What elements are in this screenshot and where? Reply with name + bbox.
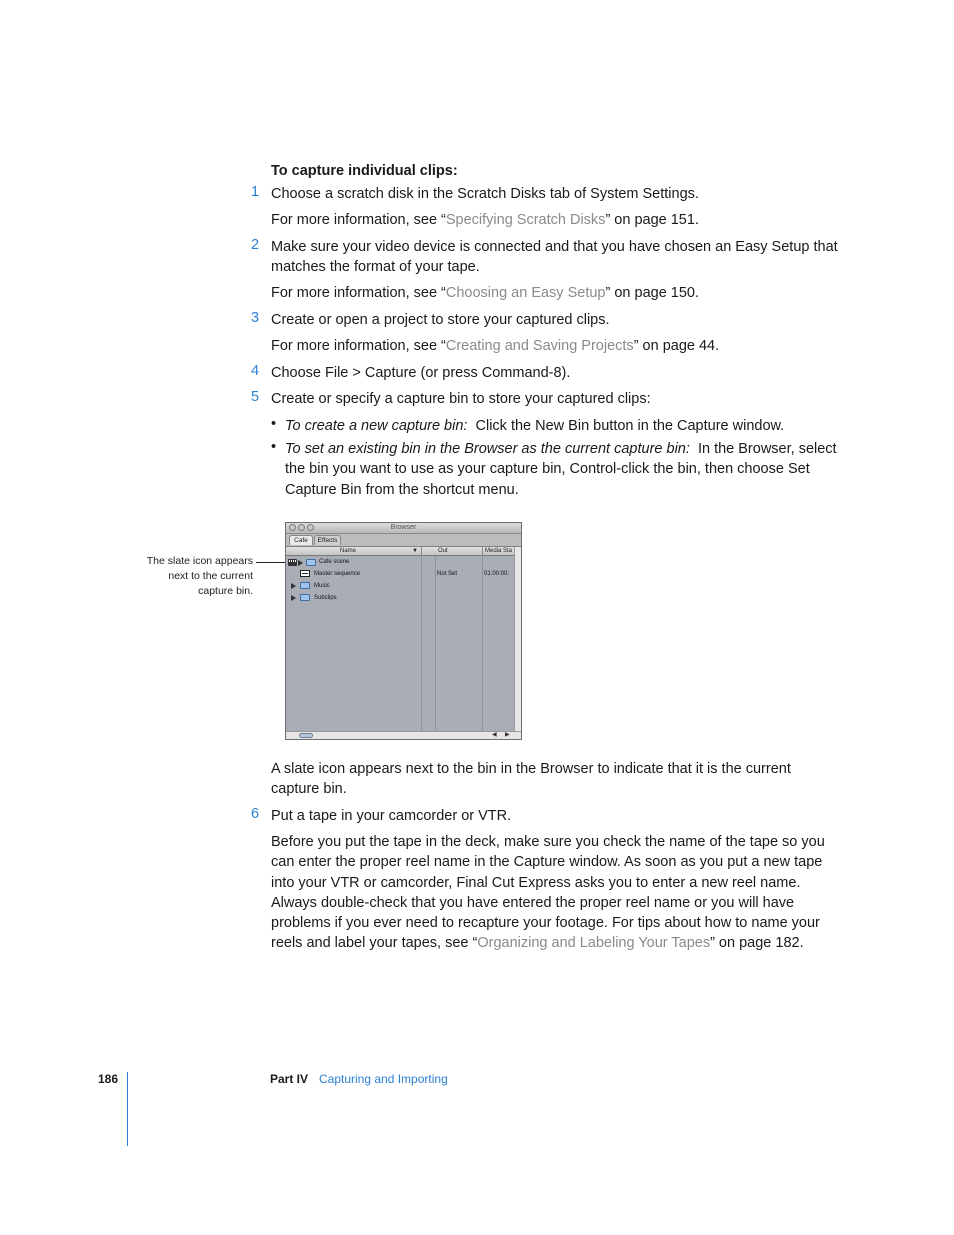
more-info-prefix: For more information, see “ bbox=[271, 285, 446, 301]
footer-rule bbox=[127, 1072, 128, 1146]
bin-name[interactable]: Cafe scene bbox=[319, 559, 350, 565]
body-text bbox=[271, 933, 804, 953]
disclosure-triangle-icon[interactable] bbox=[291, 595, 296, 601]
window-titlebar bbox=[286, 523, 521, 534]
more-info-line bbox=[271, 210, 699, 230]
column-divider bbox=[482, 556, 483, 731]
column-divider bbox=[435, 556, 436, 731]
bullet-text: Capture Bin from the shortcut menu. bbox=[285, 482, 519, 498]
disclosure-triangle-icon[interactable] bbox=[291, 583, 296, 589]
body-text: can enter the proper reel name in the Capture window. As soon as you put a new tape bbox=[271, 854, 823, 870]
step-text: Put a tape in your camcorder or VTR. bbox=[271, 808, 512, 824]
bullet-lead-in: To set an existing bin in the Browser as the current capture bin: bbox=[285, 441, 690, 457]
step-text: matches the format of your tape. bbox=[271, 259, 480, 275]
more-info-suffix: ” on page 151. bbox=[605, 212, 699, 228]
page-number: 186 bbox=[98, 1072, 119, 1086]
callout-line: next to the current bbox=[168, 570, 253, 582]
bin-name[interactable]: Subclips bbox=[314, 595, 337, 601]
media-start-value: 01:00:00: bbox=[484, 571, 510, 577]
cross-reference-link[interactable]: Creating and Saving Projects bbox=[445, 338, 634, 354]
step-text: Create or specify a capture bin to store your captured clips: bbox=[271, 391, 651, 407]
scrollbar-thumb[interactable] bbox=[299, 733, 313, 738]
step-number: 3 bbox=[251, 310, 260, 326]
more-info-prefix: For more information, see “ bbox=[271, 212, 446, 228]
vertical-scrollbar[interactable] bbox=[514, 547, 521, 731]
footer-section-link[interactable]: Capturing and Importing bbox=[319, 1072, 448, 1086]
bullet-text: the bin you want to use as your capture bin, Control-click the bin, then choose Set bbox=[285, 461, 810, 477]
browser-window bbox=[285, 522, 522, 740]
cross-reference-link[interactable]: Choosing an Easy Setup bbox=[445, 285, 606, 301]
bin-folder-icon bbox=[306, 559, 316, 566]
footer-part: Part IV bbox=[270, 1072, 309, 1086]
body-text: Always double-check that you have entered the proper reel name or you will have bbox=[271, 895, 795, 911]
scroll-right-arrow-icon[interactable]: ▶ bbox=[505, 732, 510, 738]
bullet-marker: • bbox=[271, 416, 277, 432]
more-info-line bbox=[271, 283, 699, 303]
step-text: Choose a scratch disk in the Scratch Disks tab of System Settings. bbox=[271, 186, 699, 202]
bin-folder-icon bbox=[300, 594, 310, 601]
body-text: problems if you ever need to recapture your footage. For tips about how to name your bbox=[271, 915, 820, 931]
more-info-suffix: ” on page 44. bbox=[633, 338, 720, 354]
out-value: Not Set bbox=[437, 571, 458, 577]
more-info-line bbox=[271, 336, 719, 356]
more-info-prefix: For more information, see “ bbox=[271, 338, 446, 354]
disclosure-triangle-icon[interactable] bbox=[298, 560, 303, 566]
column-header-name[interactable] bbox=[286, 547, 421, 556]
body-text-prefix: reels and label your tapes, see “ bbox=[271, 935, 478, 951]
bin-name[interactable]: Music bbox=[314, 583, 330, 589]
slate-icon bbox=[288, 559, 297, 566]
browser-tab-bar bbox=[286, 534, 521, 547]
bin-folder-icon bbox=[300, 582, 310, 589]
step-number: 4 bbox=[251, 363, 260, 379]
callout-leader-line bbox=[256, 562, 287, 563]
step-number: 6 bbox=[251, 806, 260, 822]
step-number: 2 bbox=[251, 237, 260, 253]
bullet-text: Click the New Bin button in the Capture window. bbox=[475, 418, 785, 434]
step-text: Create or open a project to store your captured clips. bbox=[271, 312, 610, 328]
bullet-item bbox=[285, 416, 784, 436]
bullet-lead-in: To create a new capture bin: bbox=[285, 418, 468, 434]
procedure-heading: To capture individual clips: bbox=[271, 163, 458, 179]
step-text: Choose File > Capture (or press Command-8). bbox=[271, 365, 571, 381]
window-title: Browser bbox=[390, 524, 417, 531]
cross-reference-link[interactable]: Organizing and Labeling Your Tapes bbox=[477, 935, 711, 951]
more-info-suffix: ” on page 150. bbox=[605, 285, 700, 301]
body-text: into your VTR or camcorder, Final Cut Express asks you to enter a new reel name. bbox=[271, 875, 801, 891]
bullet-marker: • bbox=[271, 439, 277, 455]
scroll-left-arrow-icon[interactable]: ◀ bbox=[492, 732, 497, 738]
cross-reference-link[interactable]: Specifying Scratch Disks bbox=[445, 212, 606, 228]
column-header-media-start[interactable]: Media Sta bbox=[482, 547, 514, 556]
callout-line: capture bin. bbox=[198, 585, 253, 597]
column-header-label: Name bbox=[340, 548, 357, 554]
step-number: 5 bbox=[251, 389, 260, 405]
body-text-suffix: ” on page 182. bbox=[710, 935, 804, 951]
step-number: 1 bbox=[251, 184, 260, 200]
tab-cafe[interactable]: Cafe bbox=[289, 535, 313, 545]
tab-effects[interactable]: Effects bbox=[314, 535, 341, 545]
sequence-name[interactable]: Master sequence bbox=[314, 571, 361, 577]
bullet-text: In the Browser, select bbox=[697, 441, 837, 457]
sequence-icon bbox=[300, 570, 310, 577]
column-header-out[interactable]: Out bbox=[421, 547, 482, 556]
sort-indicator-icon: ▼ bbox=[412, 548, 418, 554]
step-text: Make sure your video device is connected and that you have chosen an Easy Setup that bbox=[271, 239, 838, 255]
callout-line: The slate icon appears bbox=[146, 555, 253, 567]
horizontal-scrollbar[interactable] bbox=[286, 731, 521, 739]
body-text: A slate icon appears next to the bin in the Browser to indicate that it is the current bbox=[271, 761, 791, 777]
body-text: Before you put the tape in the deck, make sure you check the name of the tape so you bbox=[271, 834, 825, 850]
figure-callout bbox=[120, 554, 253, 599]
column-divider bbox=[421, 556, 422, 731]
body-text: capture bin. bbox=[271, 781, 347, 797]
bullet-item bbox=[285, 439, 837, 459]
